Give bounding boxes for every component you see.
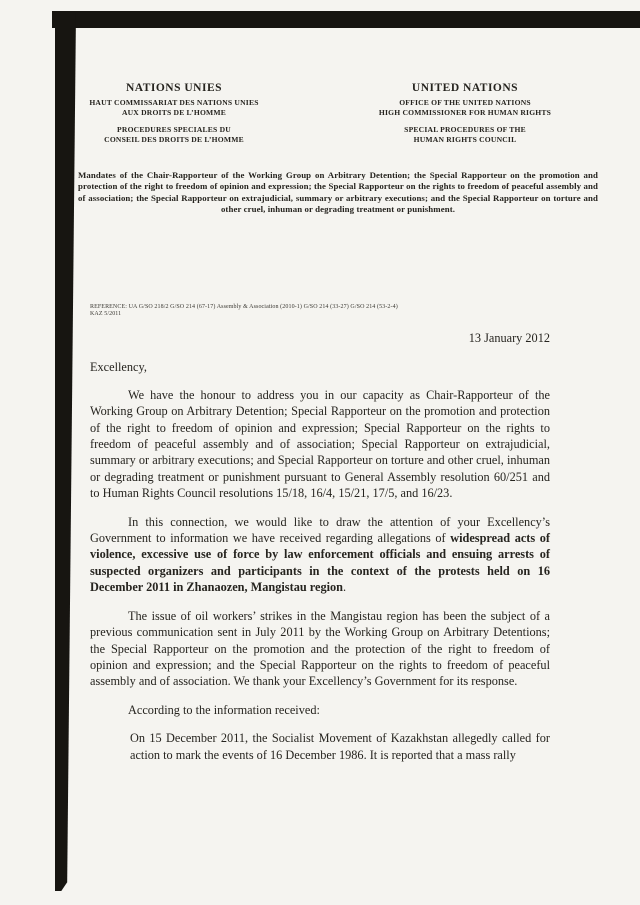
salutation: Excellency, — [90, 359, 147, 374]
lead-in-line: According to the information received: — [128, 702, 320, 717]
scan-edge-top — [52, 11, 640, 28]
letter-paragraph-2 — [90, 514, 550, 596]
paragraph-2-bold-allegation: widespread acts of violence, excessive use of force by law enforcement officials and ensuing arrests of suspected organizers and participants in the context of the protests held on 16 December 2011 in Zhanaozen, Mangistau region — [90, 531, 551, 595]
letterhead-french-title: NATIONS UNIES — [125, 82, 223, 94]
reference-line: REFERENCE: UA G/SO 218/2 G/SO 214 (67-17) Assembly & Association (2010-1) G/SO 214 (33-27) G/SO 214 (53-2-4) — [90, 303, 398, 310]
letterhead-french-line: HAUT COMMISSARIAT DES NATIONS UNIES — [89, 98, 259, 107]
letterhead-english — [364, 82, 566, 144]
document-page — [76, 28, 640, 905]
paragraph-2-text: In this connection, we would like to draw the attention of your Excellency’s Government to information we have received regarding allegations of — [90, 514, 550, 546]
letterhead-english-line: HUMAN RIGHTS COUNCIL — [413, 134, 517, 144]
reference-block — [90, 304, 640, 319]
letterhead-french-line: PROCEDURES SPECIALES DU — [117, 125, 231, 135]
letterhead-english-line: SPECIAL PROCEDURES OF THE — [404, 125, 526, 135]
letterhead-english-line: OFFICE OF THE UNITED NATIONS — [399, 98, 531, 107]
letterhead — [76, 82, 640, 152]
letterhead-english-title: UNITED NATIONS — [411, 82, 519, 94]
letterhead-english-line: HIGH COMMISSIONER FOR HUMAN RIGHTS — [378, 107, 552, 117]
letterhead-gap — [364, 117, 566, 125]
letter-date: 13 January 2012 — [468, 330, 550, 345]
allegation-quote-paragraph: On 15 December 2011, the Socialist Movement of Kazakhstan allegedly called for action to mark the events of 16 December 1986. It is reported that a mass rally — [130, 731, 550, 762]
letter-body — [90, 331, 550, 763]
letter-paragraph-3: The issue of oil workers’ strikes in the Mangistau region has been the subject of a previous communication sent in July 2011 by the Working Group on Arbitrary Detentions; the Special Rapporteur on the promotion and the protection of the right to freedom of opinion and expression; and the Special Rapporteur on the rights to freedom of peaceful assembly and of association. We thank your Excellency’s Government for its response. — [90, 608, 550, 689]
mandates-paragraph: Mandates of the Chair-Rapporteur of the Working Group on Arbitrary Detention; the Special Rapporteur on the promotion and protection of the right to freedom of opinion and expression; the Special Rapporteur on the rights to freedom of peaceful assembly and of association; the Special Rapporteur on extrajudicial, summary or arbitrary executions; and the Special Rapporteur on torture and other cruel, inhuman or degrading treatment or punishment. — [78, 170, 598, 215]
letterhead-french-line: AUX DROITS DE L’HOMME — [121, 107, 227, 117]
letter-paragraph-1: We have the honour to address you in our capacity as Chair-Rapporteur of the Working Group on Arbitrary Detention; Special Rapporteur on the promotion and protection of the right to freedom of opinion and expression; Special Rapporteur on the rights to freedom of peaceful assembly and of association; Special Rapporteur on extrajudicial, summary or arbitrary executions; and Special Rapporteur on torture and other cruel, inhuman or degrading treatment or punishment pursuant to General Assembly resolution 60/251 and to Human Rights Council resolutions 15/18, 16/4, 15/21, 17/5, and 16/23. — [90, 387, 550, 501]
letterhead-gap — [78, 117, 270, 125]
reference-line: KAZ 5/2011 — [90, 311, 122, 318]
letterhead-french-line: CONSEIL DES DROITS DE L’HOMME — [104, 134, 244, 144]
letterhead-french — [78, 82, 270, 144]
scan-edge-left — [55, 11, 76, 891]
paragraph-2-text: . — [343, 580, 347, 595]
